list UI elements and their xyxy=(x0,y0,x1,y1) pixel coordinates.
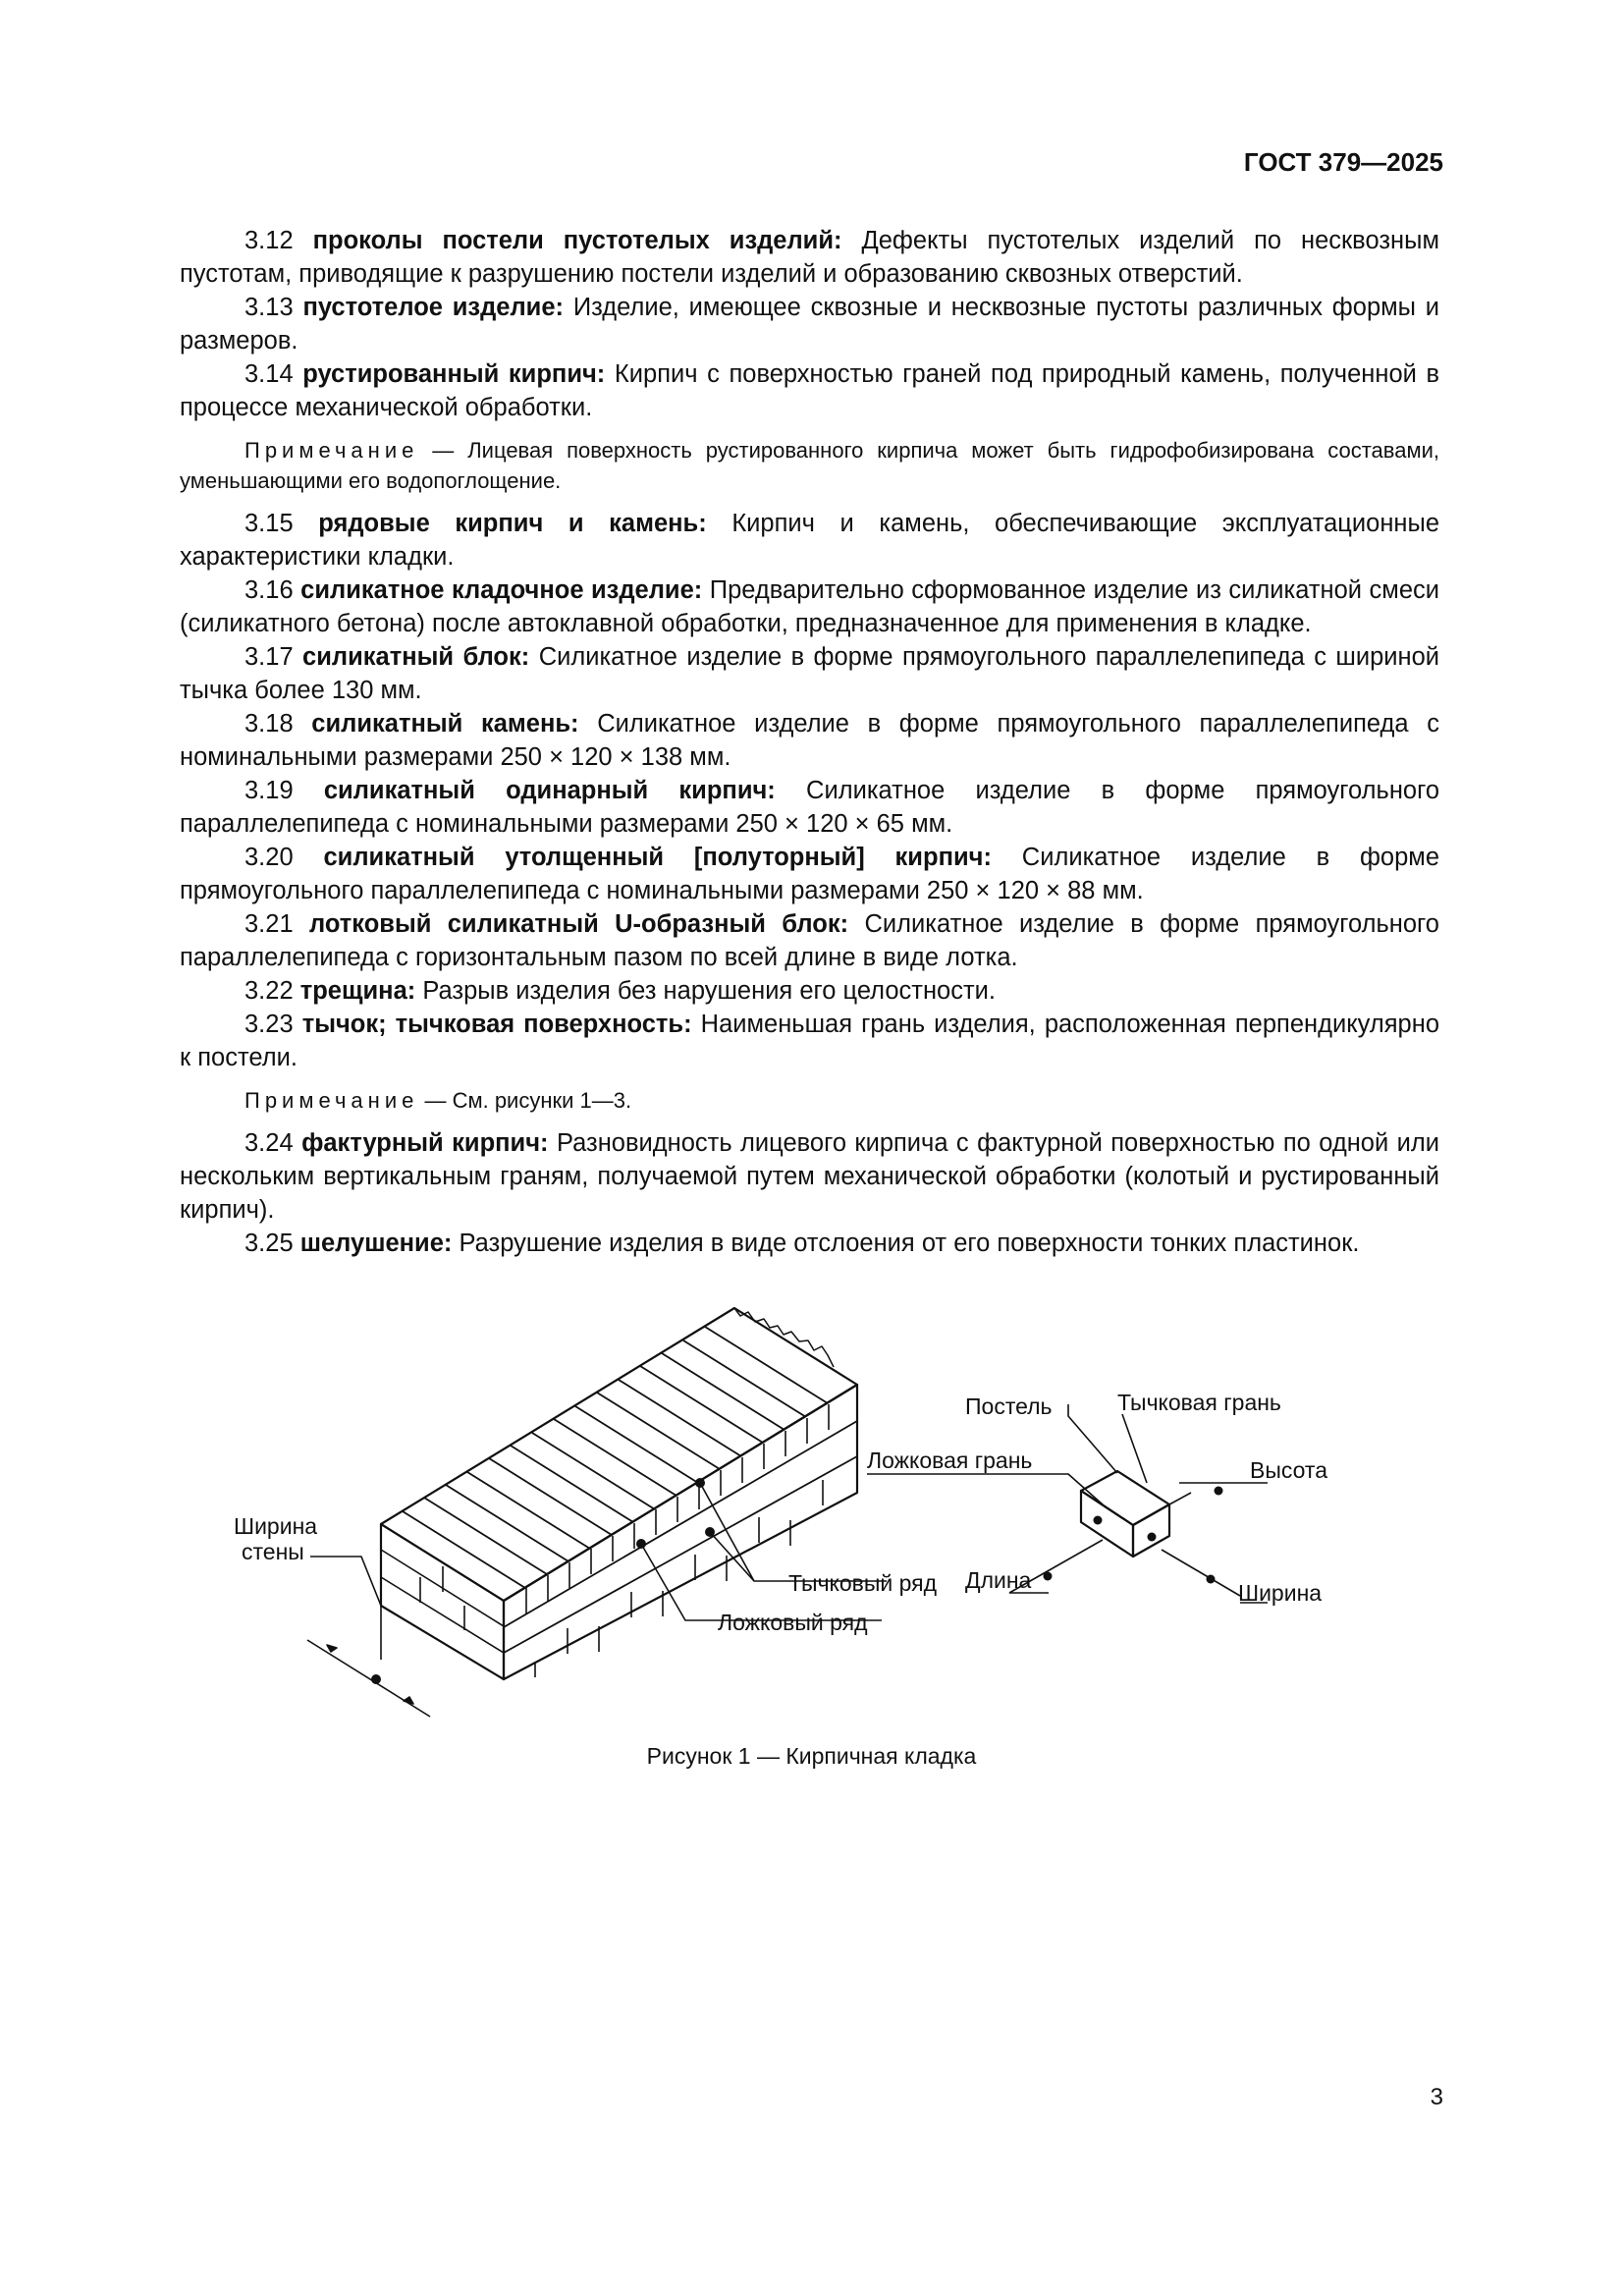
term-3-20 xyxy=(180,841,1439,907)
note-text: — См. рисунки 1—3. xyxy=(424,1088,632,1113)
height-marker xyxy=(1215,1487,1223,1496)
term-number: 3.19 xyxy=(244,777,294,804)
document-id: ГОСТ 379—2025 xyxy=(1243,147,1443,177)
term-3-17 xyxy=(180,640,1439,707)
term-3-22 xyxy=(180,974,1439,1008)
term-number: 3.20 xyxy=(244,844,294,871)
term-number: 3.21 xyxy=(244,910,294,938)
brick-marker-2 xyxy=(1148,1533,1157,1542)
brick-front-face xyxy=(1133,1504,1169,1557)
length-marker xyxy=(1044,1572,1053,1581)
label-stretcher-row: Ложковый ряд xyxy=(718,1610,868,1635)
label-header-row: Тычковый ряд xyxy=(788,1570,938,1596)
note-3-14 xyxy=(180,435,1439,496)
wall-end-face xyxy=(381,1524,504,1679)
term-definition: Наименьшая грань изделия, расположенная перпендикулярно к постели. xyxy=(180,1011,1440,1071)
end-face-joints xyxy=(381,1550,504,1653)
side-face-joints xyxy=(526,1404,829,1677)
note-label: Примечание xyxy=(244,1088,419,1113)
term-3-25 xyxy=(180,1227,1439,1260)
term-name: силикатное кладочное изделие: xyxy=(300,576,703,604)
label-bed: Постель xyxy=(965,1394,1053,1419)
note-label: Примечание xyxy=(244,438,419,463)
term-name: тычок; тычковая поверхность: xyxy=(301,1011,692,1038)
label-header-face: Тычковая грань xyxy=(1117,1390,1281,1415)
term-name: шелушение: xyxy=(299,1230,453,1257)
label-wall-width-1: Ширина xyxy=(234,1513,318,1539)
term-definition: Изделие, имеющее сквозные и несквозные пустоты различных формы и размеров. xyxy=(180,294,1440,355)
term-3-13 xyxy=(180,291,1439,357)
term-number: 3.24 xyxy=(244,1129,294,1157)
term-number: 3.23 xyxy=(244,1011,294,1038)
term-name: рустированный кирпич: xyxy=(302,360,606,388)
term-definition: Разрыв изделия без нарушения его целостности. xyxy=(422,977,996,1005)
term-definition: Предварительно сформованное изделие из силикатной смеси (силикатного бетона) после автоклавной обработки, предназначенное для применения в кладке. xyxy=(180,576,1439,637)
brick-end-face xyxy=(1081,1491,1133,1557)
label-stretcher-face: Ложковая грань xyxy=(867,1448,1033,1473)
term-3-18 xyxy=(180,707,1439,774)
term-definition: Силикатное изделие в форме прямоугольного параллелепипеда с номинальными размерами 250 × 120 × 138 мм. xyxy=(180,710,1439,771)
term-number: 3.17 xyxy=(244,643,294,671)
terms-section xyxy=(180,224,1439,1260)
term-name: фактурный кирпич: xyxy=(301,1129,549,1157)
label-height: Высота xyxy=(1250,1457,1327,1483)
figure-caption: Рисунок 1 — Кирпичная кладка xyxy=(646,1743,977,1769)
label-width: Ширина xyxy=(1238,1580,1323,1606)
term-name: силикатный одинарный кирпич: xyxy=(323,777,776,804)
stretcher-row-marker xyxy=(636,1539,646,1549)
term-name: лотковый силикатный U-образный блок: xyxy=(308,910,849,938)
term-number: 3.16 xyxy=(244,576,294,604)
term-name: силикатный утолщенный [полуторный] кирпич: xyxy=(323,844,992,871)
term-name: проколы постели пустотелых изделий: xyxy=(312,227,842,254)
brick-marker-1 xyxy=(1094,1516,1103,1525)
figure-brickwork xyxy=(180,1286,1439,1719)
term-name: рядовые кирпич и камень: xyxy=(318,510,707,537)
term-3-21 xyxy=(180,907,1439,974)
term-definition: Силикатное изделие в форме прямоугольного параллелепипеда с номинальными размерами 250 × 120 × 65 мм. xyxy=(180,777,1440,838)
term-number: 3.18 xyxy=(244,710,294,738)
term-name: трещина: xyxy=(299,977,416,1005)
term-3-23 xyxy=(180,1008,1439,1074)
term-definition: Разновидность лицевого кирпича с фактурной поверхностью по одной или нескольким вертикальным граням, получаемой путем механической обработки (колотый и рустированный кирпич). xyxy=(180,1129,1439,1224)
term-definition: Силикатное изделие в форме прямоугольного параллелепипеда с номинальными размерами 250 × 120 × 88 мм. xyxy=(180,844,1440,904)
term-number: 3.12 xyxy=(244,227,294,254)
term-3-15 xyxy=(180,507,1439,574)
term-number: 3.25 xyxy=(244,1230,294,1257)
term-name: пустотелое изделие: xyxy=(302,294,565,321)
label-length: Длина xyxy=(965,1567,1032,1593)
page-number: 3 xyxy=(1430,2084,1443,2110)
note-3-23 xyxy=(180,1085,1439,1116)
brickwork-diagram xyxy=(180,1286,1439,1719)
term-definition: Кирпич и камень, обеспечивающие эксплуатационные характеристики кладки. xyxy=(180,510,1439,571)
term-name: силикатный камень: xyxy=(311,710,579,738)
term-3-16 xyxy=(180,574,1439,640)
width-marker xyxy=(1207,1575,1216,1584)
label-wall-width-2: стены xyxy=(242,1539,304,1564)
note-text: — Лицевая поверхность рустированного кирпича может быть гидрофобизирована составами, уменьшающими его водопоглощение. xyxy=(180,438,1439,493)
term-number: 3.22 xyxy=(244,977,294,1005)
term-3-24 xyxy=(180,1126,1439,1227)
term-name: силикатный блок: xyxy=(302,643,530,671)
term-number: 3.15 xyxy=(244,510,294,537)
wall-width-dimension xyxy=(307,1557,430,1717)
wall-width-marker xyxy=(371,1674,381,1684)
term-3-19 xyxy=(180,774,1439,841)
header-row-marker-1 xyxy=(695,1478,705,1488)
term-definition: Разрушение изделия в виде отслоения от его поверхности тонких пластинок. xyxy=(459,1230,1360,1257)
term-number: 3.13 xyxy=(244,294,294,321)
term-3-12 xyxy=(180,224,1439,291)
header-row-marker-2 xyxy=(705,1527,715,1537)
term-definition: Дефекты пустотелых изделий по несквозным пустотам, приводящие к разрушению постели изделий и образованию сквозных отверстий. xyxy=(180,227,1439,288)
term-definition: Кирпич с поверхностью граней под природный камень, полученной в процессе механической обработки. xyxy=(180,360,1440,421)
term-definition: Силикатное изделие в форме прямоугольного параллелепипеда с горизонтальным пазом по всей длине в виде лотка. xyxy=(180,910,1439,971)
term-definition: Силикатное изделие в форме прямоугольного параллелепипеда с шириной тычка более 130 мм. xyxy=(180,643,1440,704)
term-number: 3.14 xyxy=(244,360,294,388)
wall-side-face xyxy=(504,1385,857,1679)
term-3-14 xyxy=(180,357,1439,424)
